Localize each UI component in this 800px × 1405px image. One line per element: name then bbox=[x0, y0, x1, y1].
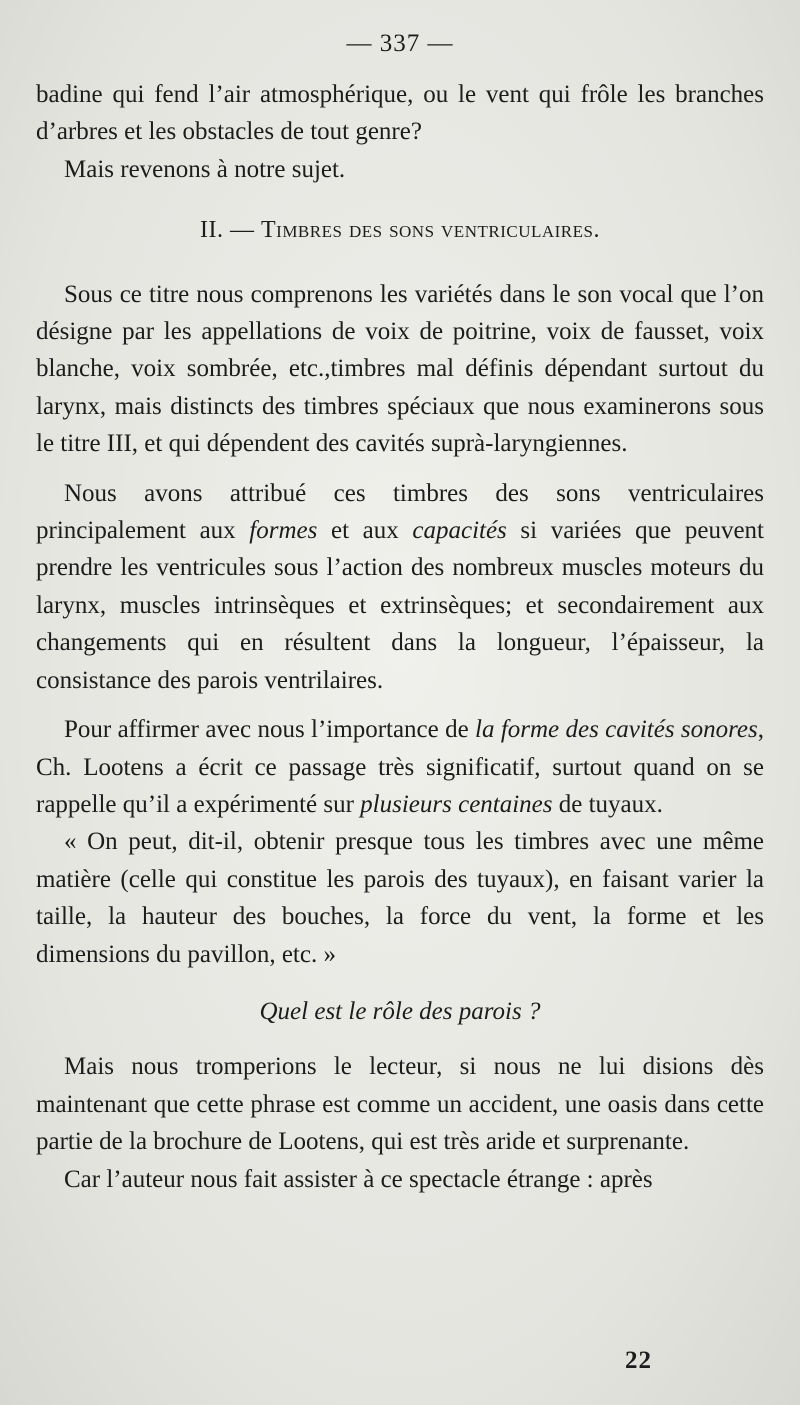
paragraph-1: badine qui fend l’air atmosphérique, ou le vent qui frôle les branches d’arbres et les obstacles de tout genre? bbox=[36, 81, 764, 146]
paragraph-5-text-c: , Ch. Lootens a écrit ce passage très significatif, surtout quand on se rappelle qu’il a expérimenté sur bbox=[36, 716, 764, 818]
emphasis-formes: formes bbox=[249, 517, 318, 545]
page-number: — 337 — bbox=[346, 30, 454, 57]
section-number: II. — bbox=[200, 217, 261, 244]
paragraph-4-text-e: si variées que peuvent prendre les ventricules sous l’action des nombreux muscles moteurs du larynx, muscles intrinsèques et extrinsèques; et secondairement aux changements qui en résultent dans la longueur, l’épaisseur, la consistance des parois ventrilaires. bbox=[36, 517, 764, 694]
paragraph-4 bbox=[36, 475, 764, 699]
quotation-paragraph: « On peut, dit-il, obtenir presque tous les timbres avec une même matière (celle qui constitue les parois des tuyaux), en faisant varier la taille, la hauteur des bouches, la force du vent, la forme et les dimensions du pavillon, etc. » bbox=[36, 828, 764, 968]
paragraph-5-text-a: Pour affirmer avec nous l’importance de bbox=[64, 716, 476, 744]
paragraph-2: Mais revenons à notre sujet. bbox=[64, 155, 346, 183]
paragraph-4-text-a: Nous avons attribué ces timbres des sons ventriculaires principalement aux bbox=[36, 479, 764, 545]
section-heading bbox=[36, 212, 764, 249]
paragraph-4-text-c: et aux bbox=[317, 517, 413, 545]
paragraph-8: Car l’auteur nous fait assister à ce spectacle étrange : après bbox=[64, 1165, 653, 1193]
emphasis-forme-cavites: la forme des cavités sonores bbox=[475, 716, 758, 744]
subheading: Quel est le rôle des parois ? bbox=[259, 997, 541, 1025]
paragraph-7: Mais nous tromperions le lecteur, si nous ne lui disions dès maintenant que cette phrase est comme un accident, une oasis dans cette partie de la brochure de Lootens, qui est très aride et surprenante. bbox=[36, 1053, 764, 1156]
emphasis-capacites: capacités bbox=[412, 517, 507, 545]
paragraph-5 bbox=[36, 711, 764, 823]
paragraph-5-text-e: de tuyaux. bbox=[552, 790, 663, 818]
body-text bbox=[36, 76, 764, 1198]
emphasis-centaines: plusieurs centaines bbox=[360, 790, 553, 818]
section-title: Timbres des sons ventriculaires. bbox=[261, 217, 600, 244]
signature-mark: 22 bbox=[625, 1347, 652, 1374]
paragraph-3: Sous ce titre nous comprenons les variétés dans le son vocal que l’on désigne par les appellations de voix de poitrine, voix de fausset, voix blanche, voix sombrée, etc.,timbres mal définis dépendant surtout du larynx, mais distincts des timbres spéciaux que nous examinerons sous le titre III, et qui dépendent des cavités suprà-laryngiennes. bbox=[36, 280, 764, 458]
